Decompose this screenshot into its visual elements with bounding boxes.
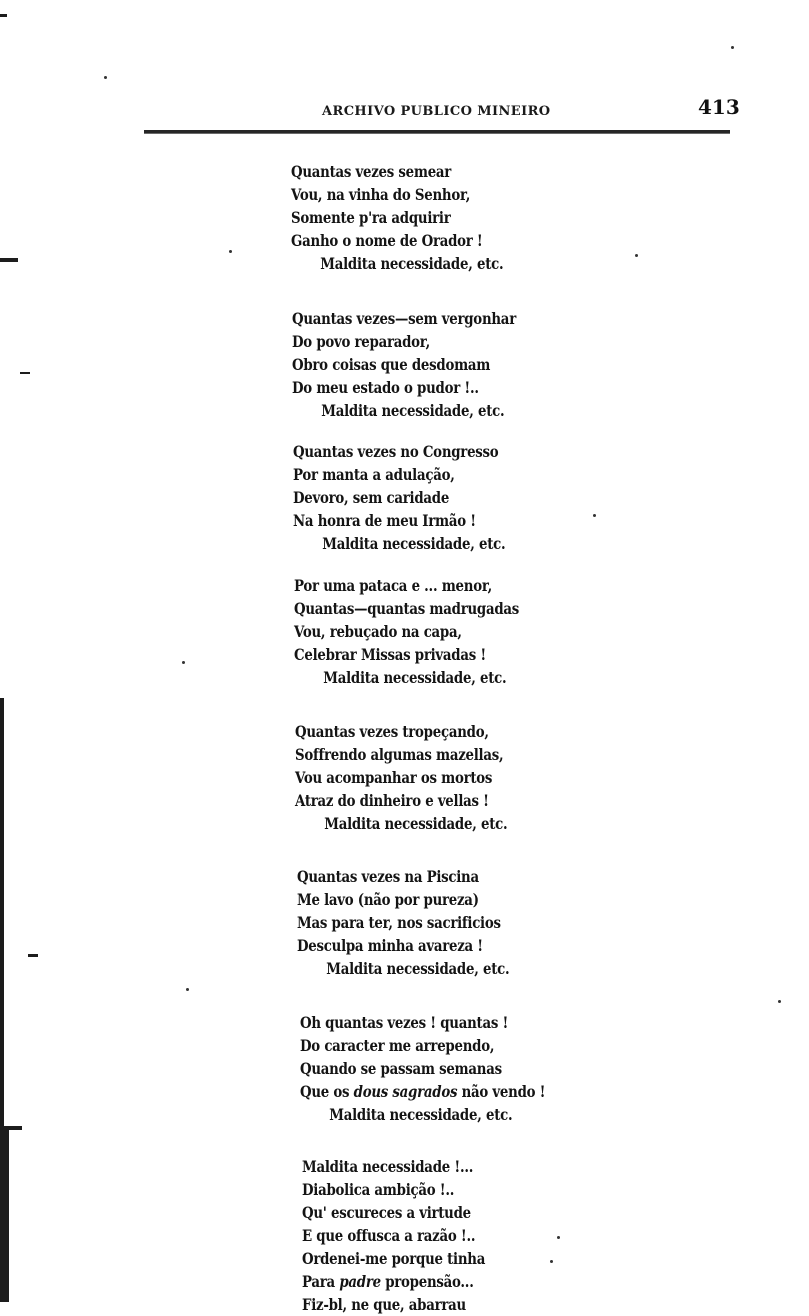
stanza (297, 865, 544, 980)
refrain-line: Maldita necessidade, etc. (320, 254, 504, 273)
verse-line: Atraz do dinheiro e vellas ! (295, 791, 489, 810)
verse-line: Quantas vezes semear (291, 162, 452, 181)
verse-line: Quantas vezes tropeçando, (295, 722, 489, 741)
verse-line: Me lavo (não por pureza) (297, 890, 479, 909)
verse-line: Quantas vezes—sem vergonhar (292, 309, 516, 328)
stanza (291, 160, 538, 275)
ink-speck (550, 1260, 553, 1263)
stanza (292, 307, 552, 422)
ink-speck (557, 1236, 560, 1239)
refrain-line: Maldita necessidade, etc. (321, 401, 505, 420)
stanza (294, 574, 556, 689)
verse-line: Oh quantas vezes ! quantas ! (300, 1013, 509, 1032)
ink-mark (20, 372, 30, 374)
verse-line: Vou acompanhar os mortos (295, 768, 493, 787)
binding-mark (0, 14, 7, 17)
page-number: 413 (698, 95, 740, 119)
verse-line-cut-off: Fiz-bl, ne que, abarrau (302, 1295, 466, 1314)
verse-line: Celebrar Missas privadas ! (294, 645, 486, 664)
verse-line: Mas para ter, nos sacrificios (297, 913, 501, 932)
verse-line: Ganho o nome de Orador ! (291, 231, 483, 250)
ink-speck (731, 46, 734, 49)
verse-line: Maldita necessidade !... (302, 1157, 474, 1176)
verse-line: Por uma pataca e ... menor, (294, 576, 493, 595)
ink-speck (104, 76, 107, 79)
binding-mark (0, 258, 18, 262)
verse-line: E que offusca a razão !.. (302, 1226, 476, 1245)
verse-line: Soffrendo algumas mazellas, (295, 745, 504, 764)
verse-line: Por manta a adulação, (293, 465, 455, 484)
ink-speck (186, 988, 189, 991)
refrain-line: Maldita necessidade, etc. (329, 1105, 513, 1124)
verse-line: Do povo reparador, (292, 332, 430, 351)
verse-italic-fragment: padre (339, 1272, 381, 1291)
ink-speck (635, 254, 638, 257)
ink-mark (28, 954, 38, 957)
verse-italic-fragment: dous sagrados (353, 1082, 458, 1101)
ink-speck (229, 250, 232, 253)
verse-fragment: não vendo ! (461, 1082, 546, 1101)
verse-line: Quantas vezes na Piscina (297, 867, 479, 886)
binding-mark (0, 1130, 9, 1302)
verse-line: Qu' escureces a virtude (302, 1203, 471, 1222)
verse-line: Devoro, sem caridade (293, 488, 450, 507)
verse-line: Somente p'ra adquirir (291, 208, 451, 227)
verse-line: Do caracter me arrependo, (300, 1036, 495, 1055)
verse-fragment: Que os (300, 1082, 350, 1101)
verse-line (302, 1270, 485, 1293)
verse-line: Do meu estado o pudor !.. (292, 378, 479, 397)
ink-speck (182, 661, 185, 664)
verse-line (300, 1080, 545, 1103)
verse-line: Quando se passam semanas (300, 1059, 502, 1078)
verse-line: Vou, na vinha do Senhor, (291, 185, 471, 204)
verse-line: Vou, rebuçado na capa, (294, 622, 462, 641)
refrain-line: Maldita necessidade, etc. (322, 534, 506, 553)
verse-line: Diabolica ambição !.. (302, 1180, 455, 1199)
verse-fragment: propensão... (385, 1272, 474, 1291)
stanza (300, 1011, 585, 1126)
verse-line: Quantas vezes no Congresso (293, 442, 499, 461)
stanza (293, 440, 540, 555)
ink-speck (593, 514, 596, 517)
verse-line: Quantas—quantas madrugadas (294, 599, 520, 618)
running-header-title: ARCHIVO PUBLICO MINEIRO (322, 104, 551, 119)
verse-fragment: Para (302, 1272, 335, 1291)
verse-line: Desculpa minha avareza ! (297, 936, 483, 955)
verse-line: Ordenei-me porque tinha (302, 1249, 486, 1268)
verse-line: Obro coisas que desdomam (292, 355, 491, 374)
refrain-line: Maldita necessidade, etc. (326, 959, 510, 978)
ink-speck (778, 1000, 781, 1003)
refrain-line: Maldita necessidade, etc. (323, 668, 507, 687)
refrain-line: Maldita necessidade, etc. (324, 814, 508, 833)
header-rule (144, 130, 730, 134)
stanza (302, 1155, 515, 1316)
verse-line: Na honra de meu Irmão ! (293, 511, 476, 530)
stanza (295, 720, 542, 835)
